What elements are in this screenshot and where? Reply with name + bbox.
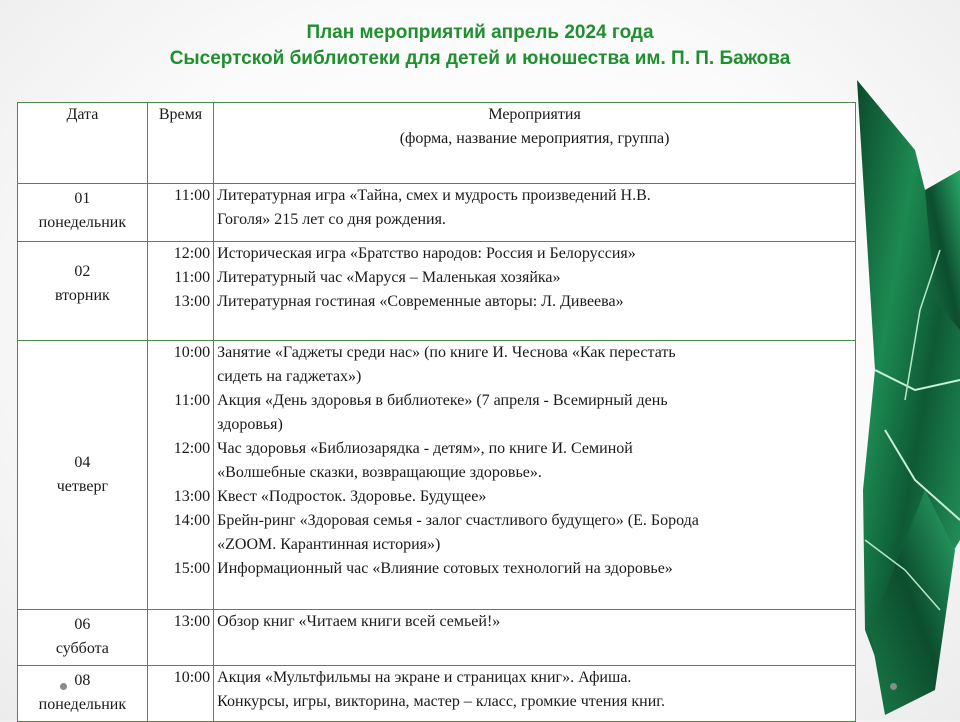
events-table <box>17 102 856 722</box>
event-text: Час здоровья «Библиозарядка - детям», по книге И. Семиной <box>217 440 633 457</box>
time-value: 11:00 <box>174 187 211 204</box>
time-value: 10:00 <box>173 669 211 686</box>
time-cell <box>147 610 213 666</box>
events-cell <box>214 341 856 610</box>
event-text: Историческая игра «Братство народов: Россия и Белоруссия» <box>217 245 636 262</box>
header-date: Дата <box>18 103 148 184</box>
event-text: здоровья) <box>217 416 283 433</box>
event-text: Брейн-ринг «Здоровая семья - залог счастливого будущего» (Е. Борода <box>217 512 699 529</box>
events-cell <box>214 184 856 242</box>
events-cell <box>214 242 856 341</box>
header-time: Время <box>147 103 213 184</box>
time-value: 14:00 <box>173 512 211 529</box>
date-day: 08 <box>74 672 91 689</box>
date-weekday: суббота <box>55 640 109 657</box>
table-row <box>18 184 856 242</box>
title-line-2: Сысертской библиотеки для детей и юношества им. П. П. Бажова <box>169 48 791 69</box>
time-value: 13:00 <box>173 488 211 505</box>
events-cell <box>214 666 856 722</box>
corner-dot-left <box>60 683 67 690</box>
date-day: 02 <box>74 263 91 280</box>
event-text: сидеть на гаджетах») <box>217 368 362 385</box>
page-title <box>0 20 960 72</box>
time-value: 13:00 <box>173 613 211 630</box>
time-value: 11:00 <box>174 269 211 286</box>
time-value: 11:00 <box>174 392 211 409</box>
event-text: Конкурсы, игры, викторина, мастер – класс, громкие чтения книг. <box>217 693 666 710</box>
malachite-decoration <box>845 70 960 720</box>
table-row <box>18 341 856 610</box>
time-value: 15:00 <box>173 560 211 577</box>
date-weekday: понедельник <box>38 696 127 713</box>
event-text: Квест «Подросток. Здоровье. Будущее» <box>217 488 487 505</box>
table-row <box>18 242 856 341</box>
date-weekday: понедельник <box>38 214 127 231</box>
table-header-row <box>18 103 856 184</box>
event-text: Информационный час «Влияние сотовых технологий на здоровье» <box>217 560 673 577</box>
event-text: Занятие «Гаджеты среди нас» (по книге И. Чеснова «Как перестать <box>217 344 676 361</box>
date-day: 04 <box>74 454 91 471</box>
time-cell <box>147 184 213 242</box>
time-cell <box>147 242 213 341</box>
time-value <box>151 365 210 389</box>
date-weekday: вторник <box>54 287 110 304</box>
date-weekday: четверг <box>56 478 109 495</box>
date-cell <box>18 184 148 242</box>
table-row <box>18 666 856 722</box>
event-text: Литературный час «Маруся – Маленькая хозяйка» <box>217 269 561 286</box>
time-value: 12:00 <box>173 440 211 457</box>
time-value <box>151 533 210 557</box>
event-text: Гоголя» 215 лет со дня рождения. <box>217 211 446 228</box>
time-value: 10:00 <box>173 344 211 361</box>
time-cell <box>147 666 213 722</box>
event-text: Обзор книг «Читаем книги всей семьей!» <box>217 613 501 630</box>
event-text: Литературная гостиная «Современные авторы: Л. Дивеева» <box>217 293 624 310</box>
events-cell <box>214 610 856 666</box>
date-day: 01 <box>74 190 91 207</box>
header-events-subtitle: (форма, название мероприятия, группа) <box>399 130 670 147</box>
date-cell <box>18 242 148 341</box>
table-row <box>18 610 856 666</box>
time-cell <box>147 341 213 610</box>
event-text: Литературная игра «Тайна, смех и мудрость произведений Н.В. <box>217 187 651 204</box>
date-cell <box>18 341 148 610</box>
event-text: «Волшебные сказки, возвращающие здоровье». <box>217 464 542 481</box>
date-cell <box>18 666 148 722</box>
time-value: 12:00 <box>173 245 211 262</box>
time-value <box>151 461 210 485</box>
time-value: 13:00 <box>173 293 211 310</box>
time-value <box>151 413 210 437</box>
event-text: Акция «День здоровья в библиотеке» (7 апреля - Всемирный день <box>217 392 668 409</box>
header-events-title: Мероприятия <box>488 106 581 123</box>
date-day: 06 <box>74 616 91 633</box>
header-events <box>214 103 856 184</box>
corner-dot-right <box>890 683 897 690</box>
title-line-1: План мероприятий апрель 2024 года <box>306 22 654 43</box>
event-text: «ZOOM. Карантинная история») <box>217 536 441 553</box>
event-text: Акция «Мультфильмы на экране и страницах книг». Афиша. <box>217 669 632 686</box>
date-cell <box>18 610 148 666</box>
